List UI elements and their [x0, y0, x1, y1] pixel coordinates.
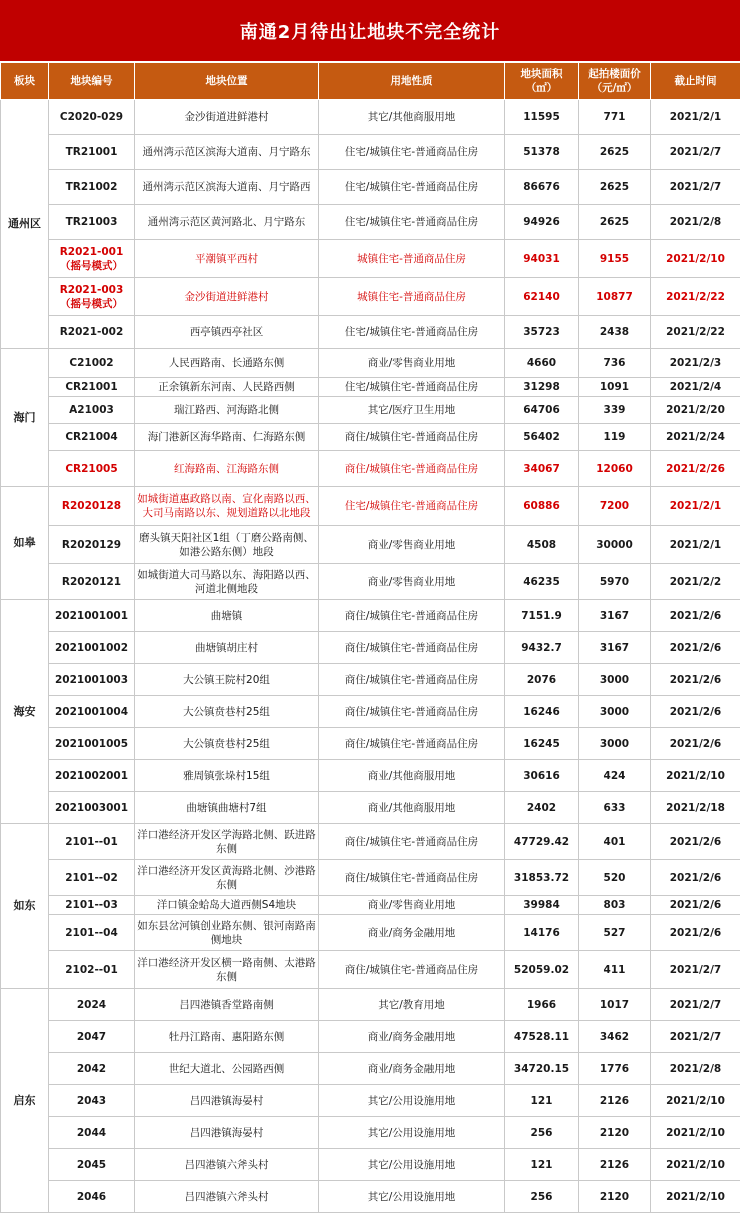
- cell-area: 31853.72: [505, 860, 579, 896]
- table-row: [1, 1053, 740, 1085]
- table-row: [1, 424, 740, 451]
- cell-usage: 商住/城镇住宅-普通商品住房: [319, 424, 505, 451]
- cell-area: 34067: [505, 451, 579, 487]
- cell-date: 2021/2/18: [651, 792, 740, 824]
- cell-price: 30000: [579, 526, 651, 564]
- cell-area: 9432.7: [505, 632, 579, 664]
- header-price-line1: 起拍楼面价: [581, 67, 648, 81]
- cell-date: 2021/2/7: [651, 135, 740, 170]
- cell-code: 2047: [49, 1021, 135, 1053]
- header-area: [505, 63, 579, 100]
- cell-price: 736: [579, 349, 651, 378]
- cell-code: 2024: [49, 989, 135, 1021]
- cell-price: 5970: [579, 564, 651, 600]
- cell-code: A21003: [49, 397, 135, 424]
- header-price: [579, 63, 651, 100]
- cell-location: 金沙街道进鲜港村: [135, 100, 319, 135]
- cell-region: 如东: [1, 824, 49, 989]
- cell-location: 洋口港经济开发区黄海路北侧、沙港路 东侧: [135, 860, 319, 896]
- header-area-line1: 地块面积: [507, 67, 576, 81]
- cell-location: 洋口港经济开发区学海路北侧、跃进路 东侧: [135, 824, 319, 860]
- table-row: [1, 397, 740, 424]
- cell-date: 2021/2/22: [651, 278, 740, 316]
- table-row: [1, 989, 740, 1021]
- cell-location: 西亭镇西亭社区: [135, 316, 319, 349]
- cell-location: 洋口镇金蛤岛大道西侧S4地块: [135, 896, 319, 915]
- cell-usage: 商业/商务金融用地: [319, 1053, 505, 1085]
- cell-usage: 商住/城镇住宅-普通商品住房: [319, 728, 505, 760]
- cell-price: 1017: [579, 989, 651, 1021]
- cell-area: 31298: [505, 378, 579, 397]
- header-location: 地块位置: [135, 63, 319, 100]
- cell-code: R2021-003 （摇号模式）: [49, 278, 135, 316]
- table-row: [1, 100, 740, 135]
- cell-code: R2021-001 （摇号模式）: [49, 240, 135, 278]
- cell-area: 47528.11: [505, 1021, 579, 1053]
- header-code: 地块编号: [49, 63, 135, 100]
- cell-usage: 其它/公用设施用地: [319, 1085, 505, 1117]
- cell-region: 通州区: [1, 100, 49, 349]
- table-row: [1, 349, 740, 378]
- cell-code: CR21004: [49, 424, 135, 451]
- header-deadline: 截止时间: [651, 63, 740, 100]
- cell-usage: 商业/零售商业用地: [319, 896, 505, 915]
- cell-price: 3000: [579, 728, 651, 760]
- cell-date: 2021/2/6: [651, 664, 740, 696]
- cell-code: 2045: [49, 1149, 135, 1181]
- cell-price: 12060: [579, 451, 651, 487]
- cell-usage: 商业/零售商业用地: [319, 349, 505, 378]
- cell-code: 2043: [49, 1085, 135, 1117]
- cell-code: 2101--01: [49, 824, 135, 860]
- cell-region: 海门: [1, 349, 49, 487]
- cell-location: 吕四港镇六斧头村: [135, 1181, 319, 1213]
- cell-date: 2021/2/22: [651, 316, 740, 349]
- cell-code: 2042: [49, 1053, 135, 1085]
- cell-date: 2021/2/2: [651, 564, 740, 600]
- table-row: [1, 664, 740, 696]
- table-row: [1, 526, 740, 564]
- cell-location: 红海路南、江海路东侧: [135, 451, 319, 487]
- cell-area: 121: [505, 1149, 579, 1181]
- cell-location: 大公镇贲巷村25组: [135, 728, 319, 760]
- cell-usage: 住宅/城镇住宅-普通商品住房: [319, 170, 505, 205]
- cell-area: 62140: [505, 278, 579, 316]
- cell-price: 3000: [579, 696, 651, 728]
- cell-date: 2021/2/6: [651, 896, 740, 915]
- cell-area: 14176: [505, 915, 579, 951]
- cell-area: 47729.42: [505, 824, 579, 860]
- table-row: [1, 792, 740, 824]
- cell-code: TR21001: [49, 135, 135, 170]
- cell-price: 803: [579, 896, 651, 915]
- cell-date: 2021/2/8: [651, 1053, 740, 1085]
- table-row: [1, 1181, 740, 1213]
- cell-price: 2126: [579, 1085, 651, 1117]
- header-row: [1, 63, 740, 100]
- cell-price: 2126: [579, 1149, 651, 1181]
- cell-date: 2021/2/7: [651, 170, 740, 205]
- cell-location: 吕四港镇海晏村: [135, 1085, 319, 1117]
- cell-area: 51378: [505, 135, 579, 170]
- cell-usage: 其它/公用设施用地: [319, 1149, 505, 1181]
- land-table: [0, 62, 740, 1213]
- cell-location: 如东县岔河镇创业路东侧、银河南路南 侧地块: [135, 915, 319, 951]
- cell-code: 2101--04: [49, 915, 135, 951]
- cell-price: 3000: [579, 664, 651, 696]
- cell-code: TR21002: [49, 170, 135, 205]
- cell-price: 339: [579, 397, 651, 424]
- cell-code: CR21005: [49, 451, 135, 487]
- cell-area: 35723: [505, 316, 579, 349]
- cell-usage: 其它/教育用地: [319, 989, 505, 1021]
- cell-location: 吕四港镇海晏村: [135, 1117, 319, 1149]
- cell-usage: 其它/其他商服用地: [319, 100, 505, 135]
- table-row: [1, 860, 740, 896]
- table-row: [1, 451, 740, 487]
- cell-location: 世纪大道北、公园路西侧: [135, 1053, 319, 1085]
- table-row: [1, 824, 740, 860]
- cell-location: 人民西路南、长通路东侧: [135, 349, 319, 378]
- cell-usage: 住宅/城镇住宅-普通商品住房: [319, 205, 505, 240]
- cell-area: 121: [505, 1085, 579, 1117]
- cell-area: 94031: [505, 240, 579, 278]
- cell-area: 11595: [505, 100, 579, 135]
- cell-code: R2021-002: [49, 316, 135, 349]
- cell-date: 2021/2/7: [651, 989, 740, 1021]
- cell-date: 2021/2/10: [651, 240, 740, 278]
- cell-location: 曲塘镇曲塘村7组: [135, 792, 319, 824]
- cell-usage: 商业/其他商服用地: [319, 792, 505, 824]
- cell-usage: 商业/零售商业用地: [319, 564, 505, 600]
- cell-date: 2021/2/6: [651, 728, 740, 760]
- cell-date: 2021/2/7: [651, 1021, 740, 1053]
- table-row: [1, 487, 740, 526]
- cell-usage: 住宅/城镇住宅-普通商品住房: [319, 135, 505, 170]
- cell-price: 411: [579, 951, 651, 989]
- cell-area: 86676: [505, 170, 579, 205]
- cell-date: 2021/2/10: [651, 1149, 740, 1181]
- cell-code: 2101--03: [49, 896, 135, 915]
- cell-usage: 商业/零售商业用地: [319, 526, 505, 564]
- cell-location: 雅周镇张垛村15组: [135, 760, 319, 792]
- table-row: [1, 632, 740, 664]
- cell-price: 119: [579, 424, 651, 451]
- cell-area: 64706: [505, 397, 579, 424]
- cell-location: 大公镇王院村20组: [135, 664, 319, 696]
- cell-price: 2438: [579, 316, 651, 349]
- cell-usage: 其它/公用设施用地: [319, 1181, 505, 1213]
- cell-date: 2021/2/6: [651, 632, 740, 664]
- cell-price: 1091: [579, 378, 651, 397]
- cell-code: C21002: [49, 349, 135, 378]
- table-row: [1, 564, 740, 600]
- cell-date: 2021/2/6: [651, 824, 740, 860]
- cell-code: 2101--02: [49, 860, 135, 896]
- cell-date: 2021/2/10: [651, 1181, 740, 1213]
- cell-price: 633: [579, 792, 651, 824]
- table-row: [1, 896, 740, 915]
- cell-code: 2021001003: [49, 664, 135, 696]
- cell-code: TR21003: [49, 205, 135, 240]
- header-usage: 用地性质: [319, 63, 505, 100]
- cell-usage: 商住/城镇住宅-普通商品住房: [319, 600, 505, 632]
- cell-area: 7151.9: [505, 600, 579, 632]
- cell-area: 56402: [505, 424, 579, 451]
- table-row: [1, 1021, 740, 1053]
- table-row: [1, 728, 740, 760]
- cell-price: 401: [579, 824, 651, 860]
- cell-location: 海门港新区海华路南、仁海路东侧: [135, 424, 319, 451]
- table-row: [1, 915, 740, 951]
- cell-price: 2625: [579, 170, 651, 205]
- table-row: [1, 170, 740, 205]
- cell-code: 2021003001: [49, 792, 135, 824]
- cell-code: 2021001001: [49, 600, 135, 632]
- cell-area: 60886: [505, 487, 579, 526]
- table-row: [1, 951, 740, 989]
- cell-price: 2120: [579, 1181, 651, 1213]
- cell-area: 16245: [505, 728, 579, 760]
- cell-area: 2402: [505, 792, 579, 824]
- cell-location: 金沙街道进鲜港村: [135, 278, 319, 316]
- cell-price: 2120: [579, 1117, 651, 1149]
- cell-date: 2021/2/10: [651, 1117, 740, 1149]
- cell-date: 2021/2/3: [651, 349, 740, 378]
- cell-area: 4508: [505, 526, 579, 564]
- cell-region: 海安: [1, 600, 49, 824]
- cell-usage: 住宅/城镇住宅-普通商品住房: [319, 316, 505, 349]
- cell-area: 256: [505, 1181, 579, 1213]
- table-row: [1, 696, 740, 728]
- cell-date: 2021/2/6: [651, 860, 740, 896]
- cell-date: 2021/2/1: [651, 487, 740, 526]
- cell-code: 2102--01: [49, 951, 135, 989]
- cell-code: R2020121: [49, 564, 135, 600]
- cell-usage: 住宅/城镇住宅-普通商品住房: [319, 378, 505, 397]
- cell-usage: 其它/公用设施用地: [319, 1117, 505, 1149]
- cell-location: 正余镇新东河南、人民路西侧: [135, 378, 319, 397]
- cell-price: 7200: [579, 487, 651, 526]
- cell-code: 2021001005: [49, 728, 135, 760]
- cell-code: C2020-029: [49, 100, 135, 135]
- cell-region: 启东: [1, 989, 49, 1213]
- table-body: [1, 100, 740, 1213]
- cell-code: 2044: [49, 1117, 135, 1149]
- table-row: [1, 205, 740, 240]
- cell-price: 10877: [579, 278, 651, 316]
- cell-usage: 住宅/城镇住宅-普通商品住房: [319, 487, 505, 526]
- cell-price: 424: [579, 760, 651, 792]
- cell-location: 平潮镇平西村: [135, 240, 319, 278]
- cell-date: 2021/2/6: [651, 696, 740, 728]
- cell-date: 2021/2/8: [651, 205, 740, 240]
- table-row: [1, 600, 740, 632]
- cell-area: 2076: [505, 664, 579, 696]
- cell-code: R2020128: [49, 487, 135, 526]
- cell-location: 洋口港经济开发区横一路南侧、太港路 东侧: [135, 951, 319, 989]
- cell-code: 2046: [49, 1181, 135, 1213]
- cell-area: 30616: [505, 760, 579, 792]
- cell-usage: 城镇住宅-普通商品住房: [319, 278, 505, 316]
- cell-usage: 商业/商务金融用地: [319, 1021, 505, 1053]
- cell-area: 16246: [505, 696, 579, 728]
- cell-usage: 商业/商务金融用地: [319, 915, 505, 951]
- header-area-line2: （㎡）: [507, 81, 576, 95]
- cell-usage: 商住/城镇住宅-普通商品住房: [319, 664, 505, 696]
- cell-usage: 商业/其他商服用地: [319, 760, 505, 792]
- cell-date: 2021/2/10: [651, 1085, 740, 1117]
- cell-date: 2021/2/4: [651, 378, 740, 397]
- cell-code: 2021001002: [49, 632, 135, 664]
- table-row: [1, 240, 740, 278]
- cell-area: 4660: [505, 349, 579, 378]
- cell-usage: 其它/医疗卫生用地: [319, 397, 505, 424]
- cell-price: 1776: [579, 1053, 651, 1085]
- cell-date: 2021/2/10: [651, 760, 740, 792]
- cell-location: 牡丹江路南、惠阳路东侧: [135, 1021, 319, 1053]
- cell-location: 通州湾示范区滨海大道南、月宁路东: [135, 135, 319, 170]
- cell-date: 2021/2/24: [651, 424, 740, 451]
- cell-date: 2021/2/20: [651, 397, 740, 424]
- table-row: [1, 760, 740, 792]
- cell-location: 吕四港镇六斧头村: [135, 1149, 319, 1181]
- cell-location: 通州湾示范区黄河路北、月宁路东: [135, 205, 319, 240]
- cell-usage: 商住/城镇住宅-普通商品住房: [319, 451, 505, 487]
- cell-date: 2021/2/26: [651, 451, 740, 487]
- table-row: [1, 1085, 740, 1117]
- cell-location: 如城街道大司马路以东、海阳路以西、 河道北侧地段: [135, 564, 319, 600]
- cell-area: 52059.02: [505, 951, 579, 989]
- table-header: [1, 63, 740, 100]
- cell-date: 2021/2/6: [651, 600, 740, 632]
- cell-price: 527: [579, 915, 651, 951]
- table-row: [1, 1117, 740, 1149]
- header-price-line2: （元/㎡）: [581, 81, 648, 95]
- cell-location: 吕四港镇香堂路南侧: [135, 989, 319, 1021]
- cell-usage: 商住/城镇住宅-普通商品住房: [319, 951, 505, 989]
- cell-region: 如皋: [1, 487, 49, 600]
- cell-price: 2625: [579, 205, 651, 240]
- cell-location: 曲塘镇胡庄村: [135, 632, 319, 664]
- cell-date: 2021/2/1: [651, 100, 740, 135]
- cell-area: 94926: [505, 205, 579, 240]
- cell-usage: 商住/城镇住宅-普通商品住房: [319, 696, 505, 728]
- cell-usage: 商住/城镇住宅-普通商品住房: [319, 860, 505, 896]
- cell-location: 瑞江路西、河海路北侧: [135, 397, 319, 424]
- cell-price: 2625: [579, 135, 651, 170]
- cell-area: 1966: [505, 989, 579, 1021]
- cell-code: CR21001: [49, 378, 135, 397]
- cell-usage: 城镇住宅-普通商品住房: [319, 240, 505, 278]
- cell-price: 3167: [579, 600, 651, 632]
- cell-area: 256: [505, 1117, 579, 1149]
- table-row: [1, 1149, 740, 1181]
- cell-area: 39984: [505, 896, 579, 915]
- cell-code: 2021002001: [49, 760, 135, 792]
- cell-price: 771: [579, 100, 651, 135]
- cell-date: 2021/2/1: [651, 526, 740, 564]
- cell-area: 34720.15: [505, 1053, 579, 1085]
- cell-date: 2021/2/6: [651, 915, 740, 951]
- table-row: [1, 378, 740, 397]
- cell-location: 如城街道惠政路以南、宣化南路以西、 大司马南路以东、规划道路以北地段: [135, 487, 319, 526]
- cell-location: 曲塘镇: [135, 600, 319, 632]
- cell-location: 通州湾示范区滨海大道南、月宁路西: [135, 170, 319, 205]
- cell-price: 9155: [579, 240, 651, 278]
- table-row: [1, 135, 740, 170]
- cell-price: 3167: [579, 632, 651, 664]
- cell-code: 2021001004: [49, 696, 135, 728]
- table-row: [1, 278, 740, 316]
- header-region: 板块: [1, 63, 49, 100]
- cell-location: 磨头镇天阳社区1组（丁磨公路南侧、 如港公路东侧）地段: [135, 526, 319, 564]
- page-title: 南通2月待出让地块不完全统计: [0, 0, 740, 62]
- cell-location: 大公镇贲巷村25组: [135, 696, 319, 728]
- table-row: [1, 316, 740, 349]
- cell-date: 2021/2/7: [651, 951, 740, 989]
- cell-area: 46235: [505, 564, 579, 600]
- cell-price: 520: [579, 860, 651, 896]
- cell-usage: 商住/城镇住宅-普通商品住房: [319, 824, 505, 860]
- cell-code: R2020129: [49, 526, 135, 564]
- cell-usage: 商住/城镇住宅-普通商品住房: [319, 632, 505, 664]
- cell-price: 3462: [579, 1021, 651, 1053]
